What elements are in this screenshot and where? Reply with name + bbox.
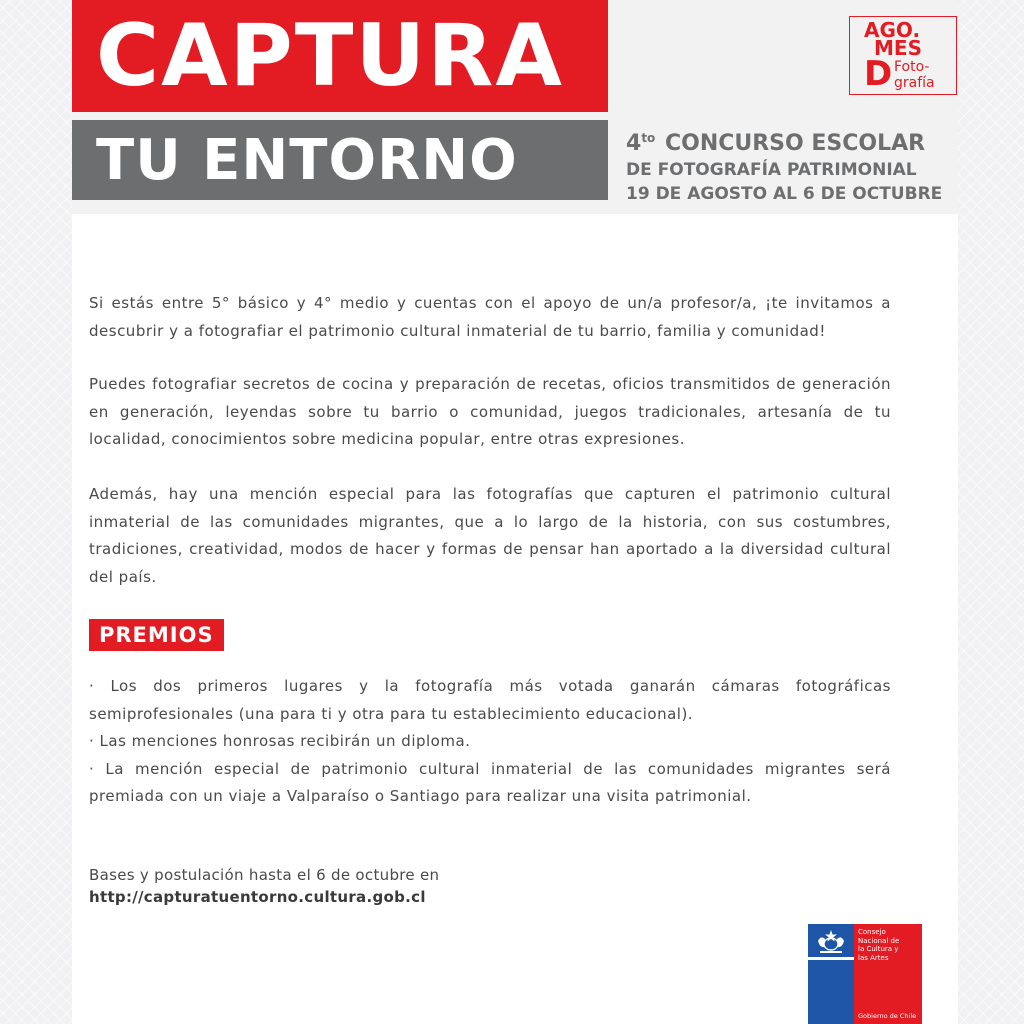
logo-white-strip: [808, 957, 854, 960]
prize-item: · Las menciones honrosas recibirán un diploma.: [89, 732, 471, 750]
logo-word-grafia: grafía: [894, 75, 935, 91]
intro-paragraph: Si estás entre 5° básico y 4° medio y cuentas con el apoyo de un/a profesor/a, ¡te invitamos a descubrir y a fotografiar el patrimonio cultural inmaterial de tu barrio, familia y comunidad!: [89, 294, 891, 340]
premios-heading: PREMIOS: [89, 619, 224, 651]
bases-url-link[interactable]: http://capturatuentorno.cultura.gob.cl: [89, 888, 426, 906]
contest-dates: 19 DE AGOSTO AL 6 DE OCTUBRE: [626, 184, 943, 204]
gobierno-de-chile-label: Gobierno de Chile: [858, 1012, 917, 1020]
contest-subtitle: DE FOTOGRAFÍA PATRIMONIAL: [626, 160, 917, 180]
contest-title: [626, 124, 956, 158]
council-line: la Cultura y: [858, 945, 899, 953]
council-line: las Artes: [858, 953, 889, 962]
prizes-list: [89, 673, 891, 811]
coat-of-arms-icon: [812, 927, 850, 955]
contest-ordinal: 4: [626, 131, 642, 156]
cultura-council-name: [858, 928, 920, 962]
contest-ordinal-suffix: to: [641, 131, 656, 145]
contest-info: [626, 124, 956, 206]
title-captura: CAPTURA: [72, 0, 608, 112]
bases-text: Bases y postulación hasta el 6 de octubre en: [89, 866, 440, 884]
agosto-mes-fotografia-logo: [849, 16, 957, 95]
contest-line1: CONCURSO ESCOLAR: [664, 131, 926, 156]
special-mention-paragraph: Además, hay una mención especial para las fotografías que capturen el patrimonio cultural inmaterial de las comunidades migrantes, que a lo largo de la historia, con sus costumbres, tradiciones, creatividad, modos de hacer y formas de pensar han aportado a la diversidad cultural del país.: [89, 485, 891, 586]
logo-word-foto: Foto-: [894, 59, 930, 75]
gobierno-de-chile-logo: [808, 924, 922, 1024]
council-line: Nacional de: [858, 936, 900, 945]
title-tu-entorno: TU ENTORNO: [72, 120, 608, 200]
logo-letter-d: D: [864, 54, 893, 94]
council-line: Consejo: [858, 928, 886, 936]
logo-line-ago: AGO.: [864, 18, 921, 42]
prize-item: · La mención especial de patrimonio cultural inmaterial de las comunidades migrantes será premiada con un viaje a Valparaíso o Santiago para realizar una visita patrimonial.: [89, 759, 891, 805]
prize-item: · Los dos primeros lugares y la fotografía más votada ganarán cámaras fotográficas semiprofesionales (una para ti y otra para tu establecimiento educacional).: [89, 677, 891, 723]
examples-paragraph: Puedes fotografiar secretos de cocina y preparación de recetas, oficios transmitidos de generación en generación, leyendas sobre tu barrio o comunidad, juegos tradicionales, artesanía de tu localidad, conocimientos sobre medicina popular, entre otras expresiones.: [89, 375, 891, 448]
logo-line-mes: MES: [874, 36, 922, 60]
